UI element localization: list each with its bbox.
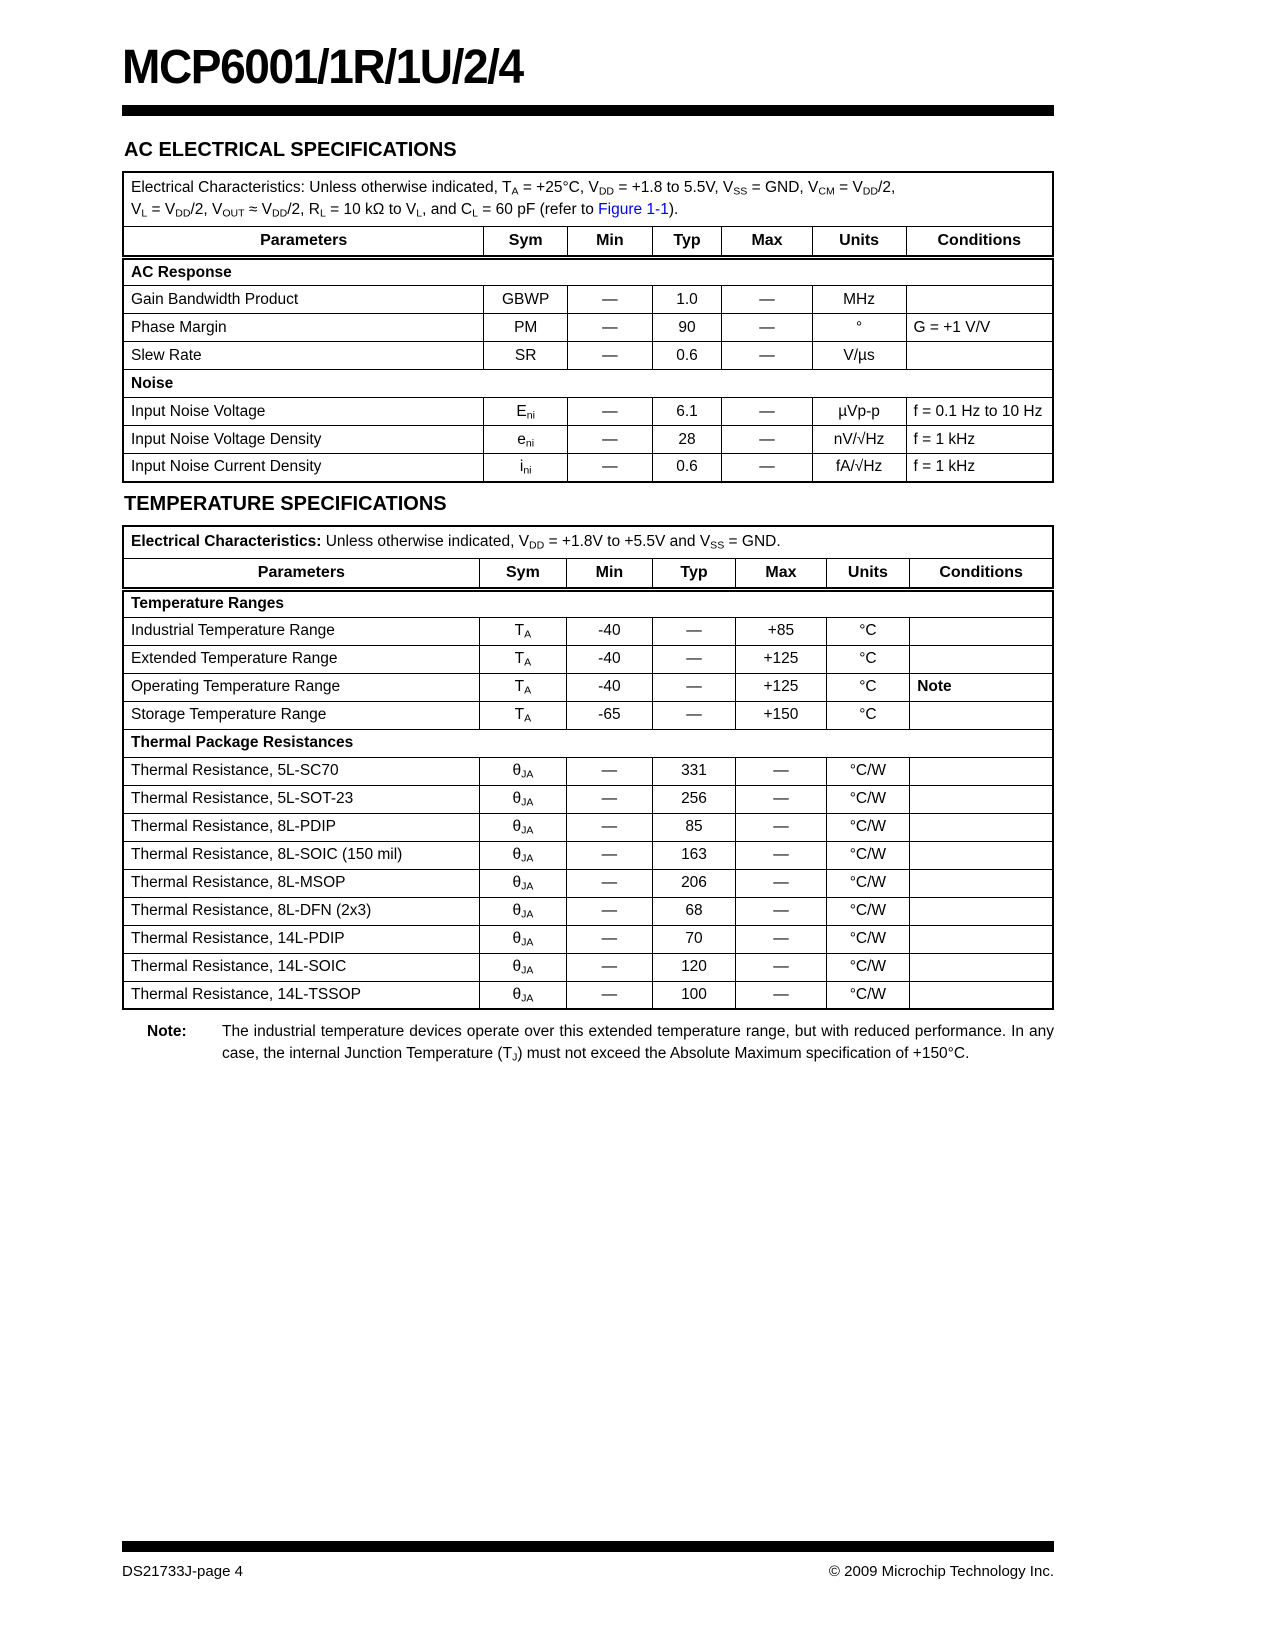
conditions-intro-row [123, 172, 1053, 227]
table-row [123, 673, 1053, 701]
parameter-cell: Gain Bandwidth Product [123, 286, 484, 314]
conditions-cell [906, 342, 1053, 370]
typ-cell: 68 [652, 897, 736, 925]
conditions-cell [910, 813, 1053, 841]
min-cell: — [568, 398, 653, 426]
column-header-parameters: Parameters [123, 227, 484, 258]
max-cell: — [722, 398, 812, 426]
footnote [147, 1021, 1054, 1065]
typ-cell: 28 [652, 426, 722, 454]
column-header-conditions: Conditions [906, 227, 1053, 258]
units-cell: °C/W [826, 757, 910, 785]
conditions-cell [910, 701, 1053, 729]
units-cell: °C [826, 617, 910, 645]
column-header-conditions: Conditions [910, 558, 1053, 589]
max-cell: — [722, 454, 812, 482]
conditions-cell [910, 953, 1053, 981]
sym-cell: $T_A$ [479, 645, 566, 673]
conditions-cell [910, 785, 1053, 813]
max-cell: — [736, 757, 826, 785]
table-header-row [123, 227, 1053, 258]
max-cell: — [736, 925, 826, 953]
min-cell: -40 [567, 617, 653, 645]
max-cell: — [736, 897, 826, 925]
units-cell: MHz [812, 286, 906, 314]
max-cell: — [736, 841, 826, 869]
units-cell: °C [826, 701, 910, 729]
typ-cell: 0.6 [652, 342, 722, 370]
conditions-intro-text: Electrical Characteristics: Unless otherwise indicated, $V_{DD} = +1.8V$ to +5.5V and $V_{SS}$ = GND. [123, 526, 1053, 559]
section-row [123, 729, 1053, 757]
sym-cell: $\theta_{JA}$ [479, 841, 566, 869]
conditions-cell [910, 757, 1053, 785]
page-content [122, 0, 1054, 1065]
column-header-min: Min [567, 558, 653, 589]
units-cell: °C/W [826, 925, 910, 953]
typ-cell: 256 [652, 785, 736, 813]
max-cell: — [736, 981, 826, 1009]
sym-cell: GBWP [484, 286, 568, 314]
table-row [123, 757, 1053, 785]
units-cell: °C/W [826, 897, 910, 925]
sym-cell: $i_{ni}$ [484, 454, 568, 482]
parameter-cell: Thermal Resistance, 8L-SOIC (150 mil) [123, 841, 479, 869]
max-cell: — [722, 426, 812, 454]
conditions-cell [910, 869, 1053, 897]
sym-cell: $\theta_{JA}$ [479, 757, 566, 785]
parameter-cell: Slew Rate [123, 342, 484, 370]
page-title: MCP6001/1R/1U/2/4 [122, 41, 523, 94]
conditions-cell: f = 0.1 Hz to 10 Hz [906, 398, 1053, 426]
typ-cell: 163 [652, 841, 736, 869]
min-cell: — [568, 314, 653, 342]
conditions-intro-row [123, 526, 1053, 559]
conditions-cell [910, 645, 1053, 673]
parameter-cell: Thermal Resistance, 14L-SOIC [123, 953, 479, 981]
table-row [123, 454, 1053, 482]
min-cell: -40 [567, 645, 653, 673]
typ-cell: — [652, 645, 736, 673]
column-header-sym: Sym [479, 558, 566, 589]
table-row [123, 981, 1053, 1009]
max-cell: — [722, 286, 812, 314]
page-footer [122, 1541, 1054, 1580]
conditions-intro-text: Electrical Characteristics: Unless otherwise indicated, $T_A = +25^\circ C$, $V_{DD} = +1.8$ to 5.5V, $V_{SS}$ = GND, $V_{CM} = V_{DD}/2$, $V_L = V_{DD}/2$, $V_{OUT} \approx V_{DD}/2$, $R_L = 10$ kΩ to $V_L$, and $C_L = 60$ pF (refer to Figure 1-1). [123, 172, 1053, 227]
min-cell: — [567, 981, 653, 1009]
conditions-cell [910, 841, 1053, 869]
conditions-cell: Note [910, 673, 1053, 701]
min-cell: -65 [567, 701, 653, 729]
parameter-cell: Extended Temperature Range [123, 645, 479, 673]
column-header-max: Max [736, 558, 826, 589]
typ-cell: — [652, 701, 736, 729]
typ-cell: — [652, 617, 736, 645]
max-cell: +125 [736, 645, 826, 673]
min-cell: — [567, 869, 653, 897]
units-cell: ° [812, 314, 906, 342]
footer-document-number: DS21733J-page 4 [122, 1563, 243, 1580]
min-cell: — [567, 925, 653, 953]
typ-cell: 206 [652, 869, 736, 897]
units-cell: °C/W [826, 953, 910, 981]
sym-cell: $e_{ni}$ [484, 426, 568, 454]
table-row [123, 426, 1053, 454]
typ-cell: 6.1 [652, 398, 722, 426]
conditions-cell: f = 1 kHz [906, 426, 1053, 454]
max-cell: +125 [736, 673, 826, 701]
ac-specifications-heading: AC ELECTRICAL SPECIFICATIONS [124, 139, 457, 161]
min-cell: — [568, 286, 653, 314]
column-header-typ: Typ [652, 227, 722, 258]
sym-cell: $E_{ni}$ [484, 398, 568, 426]
typ-cell: 0.6 [652, 454, 722, 482]
max-cell: — [736, 869, 826, 897]
typ-cell: 100 [652, 981, 736, 1009]
footer-copyright: © 2009 Microchip Technology Inc. [828, 1563, 1054, 1580]
sym-cell: $\theta_{JA}$ [479, 813, 566, 841]
parameter-cell: Storage Temperature Range [123, 701, 479, 729]
section-label: Noise [123, 370, 1053, 398]
parameter-cell: Phase Margin [123, 314, 484, 342]
max-cell: +85 [736, 617, 826, 645]
column-header-max: Max [722, 227, 812, 258]
table-row [123, 869, 1053, 897]
min-cell: — [567, 953, 653, 981]
temperature-specifications-heading: TEMPERATURE SPECIFICATIONS [124, 492, 447, 515]
units-cell: °C/W [826, 841, 910, 869]
conditions-cell: G = +1 V/V [906, 314, 1053, 342]
typ-cell: 1.0 [652, 286, 722, 314]
sym-cell: $\theta_{JA}$ [479, 869, 566, 897]
section-row [123, 370, 1053, 398]
column-header-units: Units [826, 558, 910, 589]
table-row [123, 701, 1053, 729]
conditions-cell: f = 1 kHz [906, 454, 1053, 482]
column-header-sym: Sym [484, 227, 568, 258]
typ-cell: — [652, 673, 736, 701]
typ-cell: 85 [652, 813, 736, 841]
units-cell: °C/W [826, 813, 910, 841]
sym-cell: $\theta_{JA}$ [479, 953, 566, 981]
sym-cell: PM [484, 314, 568, 342]
units-cell: °C/W [826, 981, 910, 1009]
parameter-cell: Thermal Resistance, 14L-PDIP [123, 925, 479, 953]
table-row [123, 314, 1053, 342]
ac-specifications-table [122, 171, 1054, 483]
min-cell: — [567, 785, 653, 813]
typ-cell: 90 [652, 314, 722, 342]
figure-reference-link[interactable]: Figure 1-1 [598, 201, 669, 218]
max-cell: — [736, 813, 826, 841]
column-header-typ: Typ [652, 558, 736, 589]
parameter-cell: Thermal Resistance, 5L-SC70 [123, 757, 479, 785]
parameter-cell: Thermal Resistance, 8L-PDIP [123, 813, 479, 841]
column-header-parameters: Parameters [123, 558, 479, 589]
parameter-cell: Input Noise Current Density [123, 454, 484, 482]
column-header-min: Min [568, 227, 653, 258]
parameter-cell: Operating Temperature Range [123, 673, 479, 701]
sym-cell: $T_A$ [479, 673, 566, 701]
max-cell: — [722, 314, 812, 342]
table-row [123, 953, 1053, 981]
min-cell: — [567, 841, 653, 869]
units-cell: µVp-p [812, 398, 906, 426]
table-row [123, 645, 1053, 673]
units-cell: °C [826, 645, 910, 673]
units-cell: °C [826, 673, 910, 701]
parameter-cell: Thermal Resistance, 14L-TSSOP [123, 981, 479, 1009]
sym-cell: $\theta_{JA}$ [479, 897, 566, 925]
typ-cell: 70 [652, 925, 736, 953]
min-cell: — [567, 897, 653, 925]
min-cell: -40 [567, 673, 653, 701]
units-cell: fA/√Hz [812, 454, 906, 482]
min-cell: — [568, 342, 653, 370]
column-header-units: Units [812, 227, 906, 258]
table-row [123, 813, 1053, 841]
parameter-cell: Input Noise Voltage [123, 398, 484, 426]
note-label: Note: [147, 1023, 187, 1040]
table-row [123, 398, 1053, 426]
typ-cell: 120 [652, 953, 736, 981]
conditions-cell [910, 897, 1053, 925]
sym-cell: $\theta_{JA}$ [479, 925, 566, 953]
min-cell: — [568, 426, 653, 454]
min-cell: — [568, 454, 653, 482]
sym-cell: $\theta_{JA}$ [479, 785, 566, 813]
units-cell: °C/W [826, 869, 910, 897]
max-cell: +150 [736, 701, 826, 729]
min-cell: — [567, 813, 653, 841]
conditions-cell [906, 286, 1053, 314]
parameter-cell: Input Noise Voltage Density [123, 426, 484, 454]
section-row [123, 589, 1053, 617]
table-row [123, 841, 1053, 869]
section-label: AC Response [123, 258, 1053, 286]
max-cell: — [736, 953, 826, 981]
sym-cell: SR [484, 342, 568, 370]
table-row [123, 925, 1053, 953]
units-cell: °C/W [826, 785, 910, 813]
table-row [123, 785, 1053, 813]
max-cell: — [722, 342, 812, 370]
conditions-cell [910, 925, 1053, 953]
min-cell: — [567, 757, 653, 785]
parameter-cell: Thermal Resistance, 8L-DFN (2x3) [123, 897, 479, 925]
parameter-cell: Thermal Resistance, 5L-SOT-23 [123, 785, 479, 813]
note-text: The industrial temperature devices operate over this extended temperature range, but with reduced performance. In any case, the internal Junction Temperature $(T_J)$ must not exceed the Absolute Maximum specification of +150°C. [222, 1023, 1054, 1064]
units-cell: nV/√Hz [812, 426, 906, 454]
sym-cell: $T_A$ [479, 617, 566, 645]
parameter-cell: Industrial Temperature Range [123, 617, 479, 645]
table-row [123, 286, 1053, 314]
footer-divider-rule [122, 1541, 1054, 1552]
sym-cell: $T_A$ [479, 701, 566, 729]
table-row [123, 342, 1053, 370]
section-label: Temperature Ranges [123, 589, 1053, 617]
conditions-cell [910, 981, 1053, 1009]
conditions-cell [910, 617, 1053, 645]
title-divider-rule [122, 105, 1054, 116]
max-cell: — [736, 785, 826, 813]
section-row [123, 258, 1053, 286]
table-row [123, 897, 1053, 925]
section-label: Thermal Package Resistances [123, 729, 1053, 757]
sym-cell: $\theta_{JA}$ [479, 981, 566, 1009]
table-header-row [123, 558, 1053, 589]
parameter-cell: Thermal Resistance, 8L-MSOP [123, 869, 479, 897]
units-cell: V/µs [812, 342, 906, 370]
temperature-specifications-table [122, 525, 1054, 1011]
typ-cell: 331 [652, 757, 736, 785]
table-row [123, 617, 1053, 645]
